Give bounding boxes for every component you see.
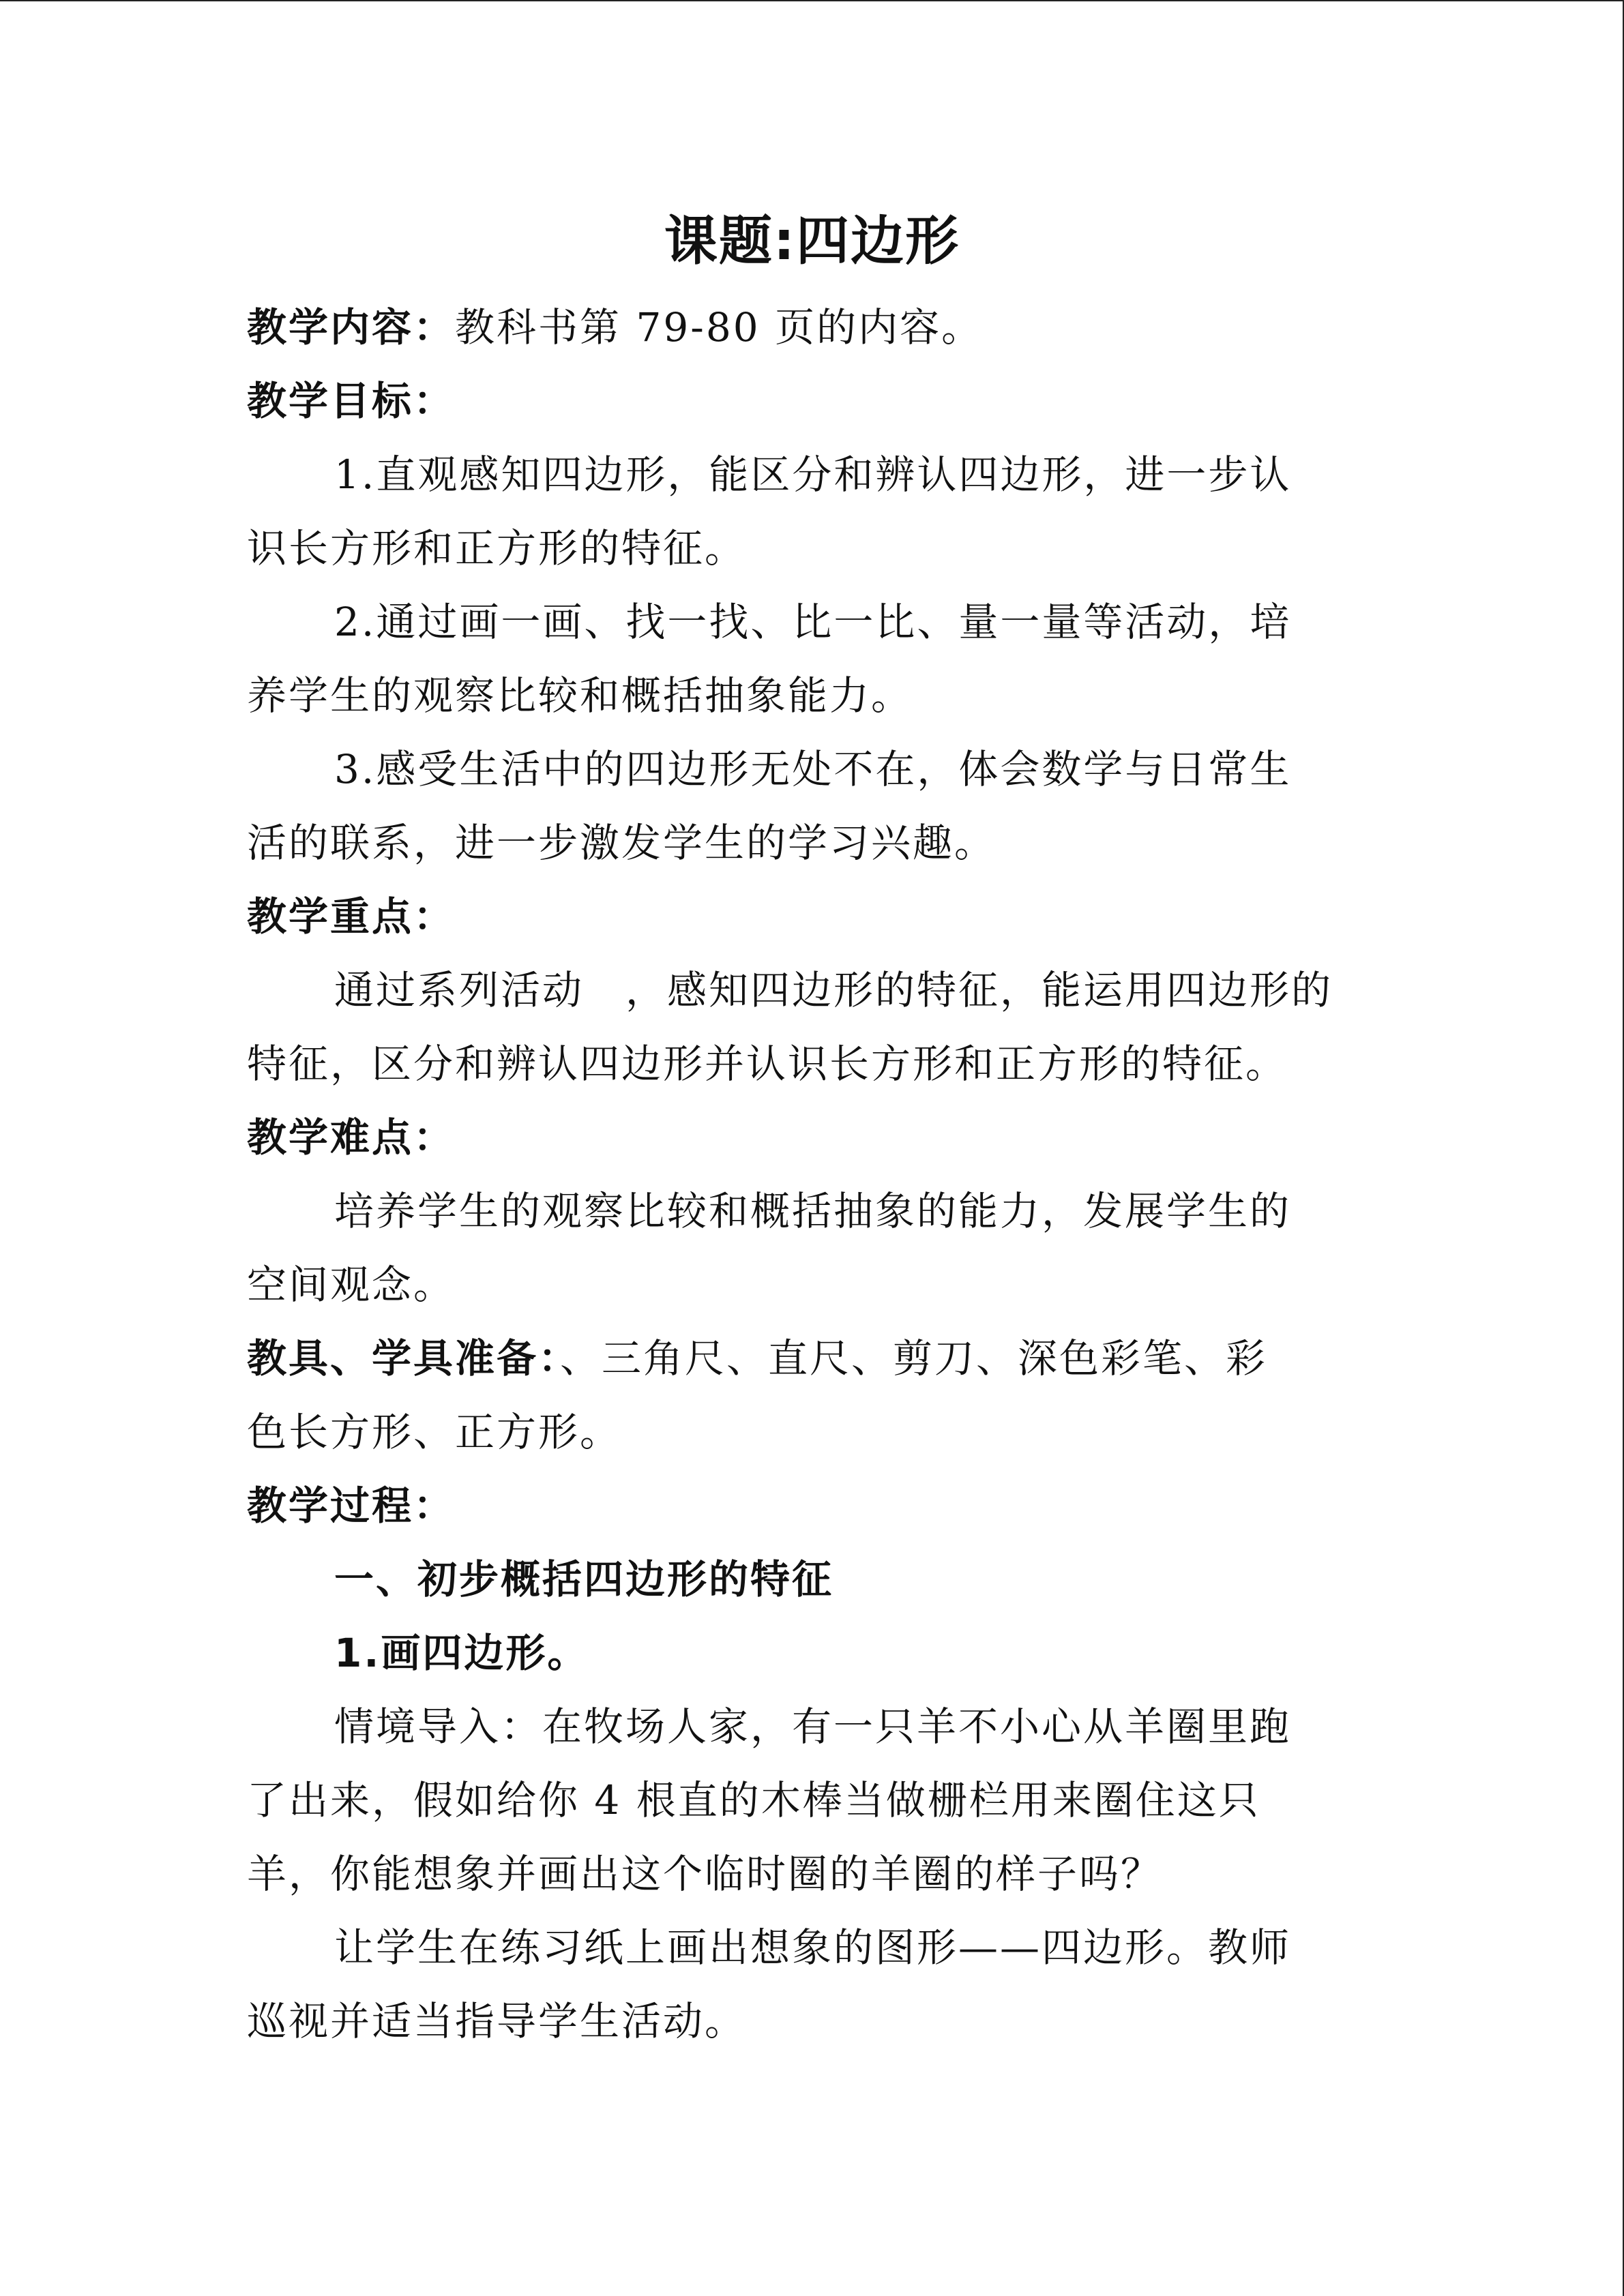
difficulties-line-2: 空间观念。 bbox=[247, 1262, 456, 1308]
key-points-line-1: 通过系列活动 ，感知四边形的特征，能运用四边形的 bbox=[334, 967, 1333, 1013]
objective-2-line-2: 养学生的观察比较和概括抽象能力。 bbox=[247, 672, 913, 719]
materials-line-2: 色长方形、正方形。 bbox=[247, 1409, 622, 1455]
intro-line-3: 羊，你能想象并画出这个临时圈的羊圈的样子吗？ bbox=[247, 1851, 1163, 1897]
difficulties-line-1: 培养学生的观察比较和概括抽象的能力，发展学生的 bbox=[334, 1188, 1292, 1234]
process-section-1-heading: 一、初步概括四边形的特征 bbox=[334, 1556, 834, 1602]
intro-line-2: 了出来，假如给你 4 根直的木棒当做栅栏用来圈住这只 bbox=[247, 1777, 1260, 1823]
activity-line-2: 巡视并适当指导学生活动。 bbox=[247, 1998, 747, 2044]
process-label: 教学过程： bbox=[247, 1482, 456, 1529]
objectives-label: 教学目标： bbox=[247, 378, 456, 424]
objective-3-line-1: 3.感受生活中的四边形无处不在，体会数学与日常生 bbox=[334, 746, 1292, 792]
key-points-line-2: 特征，区分和辨认四边形并认识长方形和正方形的特征。 bbox=[247, 1041, 1288, 1087]
content-line bbox=[247, 290, 983, 364]
key-points-label: 教学重点： bbox=[247, 893, 456, 940]
content-label: 教学内容： bbox=[247, 304, 456, 351]
objective-2-line-1: 2.通过画一画、找一找、比一比、量一量等活动，培 bbox=[334, 599, 1292, 645]
objective-3-line-2: 活的联系，进一步激发学生的学习兴趣。 bbox=[247, 820, 996, 866]
difficulties-label: 教学难点： bbox=[247, 1114, 456, 1161]
objective-1-line-2: 识长方形和正方形的特征。 bbox=[247, 525, 747, 571]
materials-label: 教具、学具准备： bbox=[247, 1335, 561, 1382]
materials-line-1 bbox=[247, 1322, 1267, 1395]
content-text: 教科书第 79-80 页的内容。 bbox=[455, 304, 984, 351]
page-title: 课题:四边形 bbox=[664, 211, 960, 272]
objective-1-line-1: 1.直观感知四边形，能区分和辨认四边形，进一步认 bbox=[334, 451, 1292, 498]
process-step-1-heading: 1.画四边形。 bbox=[334, 1630, 589, 1676]
activity-line-1: 让学生在练习纸上画出想象的图形——四边形。教师 bbox=[334, 1924, 1292, 1971]
materials-text: 、三角尺、直尺、剪刀、深色彩笔、彩 bbox=[560, 1335, 1268, 1382]
intro-line-1: 情境导入：在牧场人家，有一只羊不小心从羊圈里跑 bbox=[334, 1703, 1292, 1750]
